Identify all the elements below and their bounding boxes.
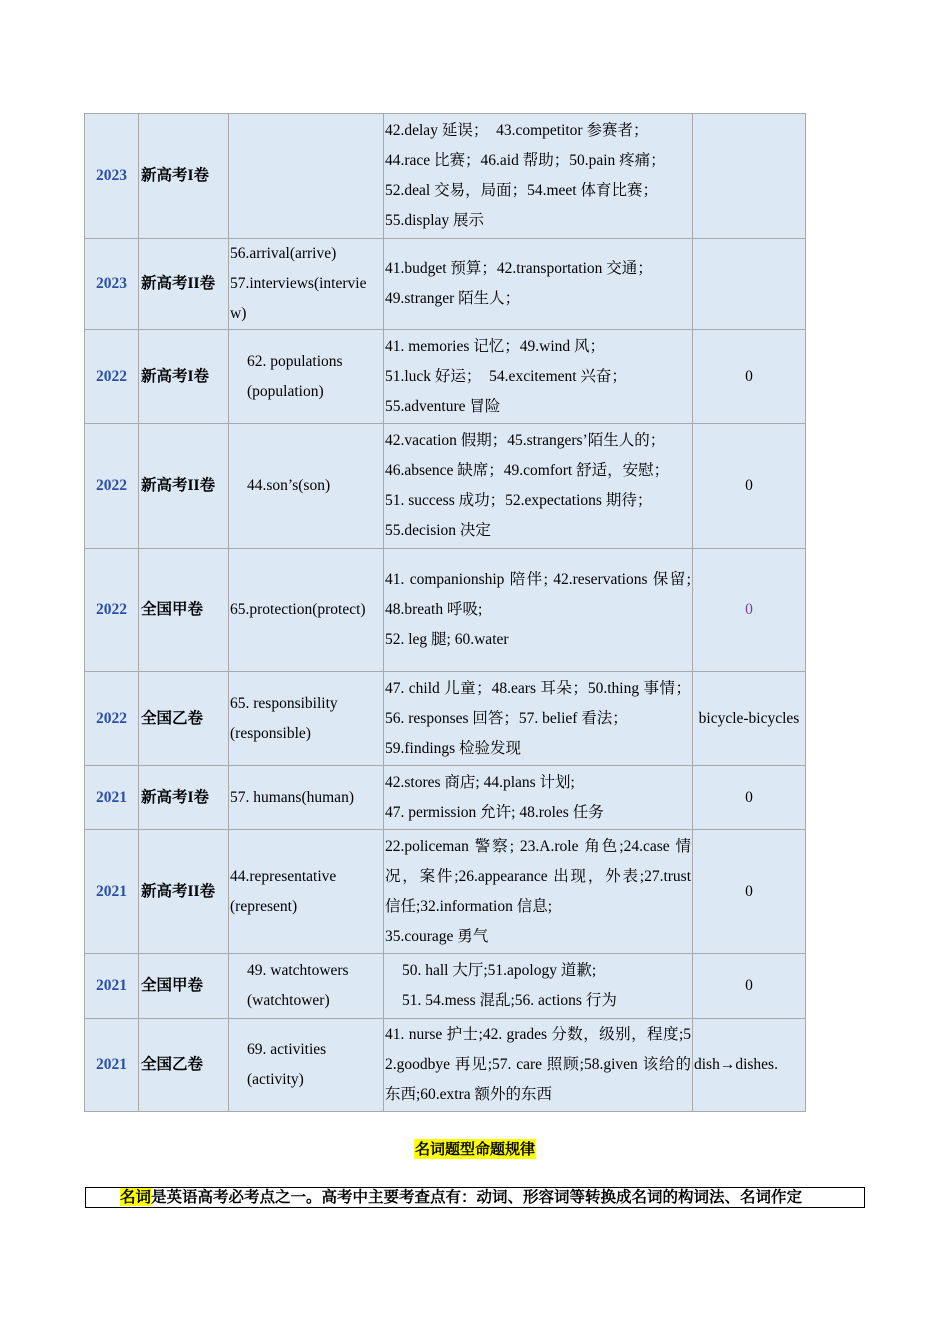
answer-line: 56.arrival(arrive) <box>230 245 337 262</box>
year-cell: 2022 <box>85 424 139 549</box>
vocab-cell <box>384 672 693 766</box>
answer-cell <box>229 1019 384 1112</box>
vocab-line: 41. memories 记忆；49.wind 风； <box>385 337 605 355</box>
table-row <box>85 549 806 672</box>
vocab-line: 49.stranger 陌生人； <box>385 290 521 307</box>
other-cell: 0 <box>693 954 806 1019</box>
table-row <box>85 830 806 954</box>
vocab-line: 51.luck 好运； 54.excitement 兴奋； <box>385 367 627 385</box>
vocab-line: 42.delay 延误； 43.competitor 参赛者； <box>385 122 649 139</box>
answer-line: 62. populations <box>247 352 343 370</box>
table-row <box>85 424 806 549</box>
section-title: 名词题型命题规律 <box>414 1140 535 1158</box>
vocab-line: 22.policeman 警察; 23.A.role 角色;24.case 情况，案件;26.appearance 出现，外表;27.trust 信任;32.information 信息; <box>385 837 691 915</box>
year-cell: 2022 <box>85 330 139 424</box>
answer-cell <box>229 424 384 549</box>
other-cell <box>693 239 806 330</box>
vocab-cell <box>384 766 693 830</box>
exam-noun-table <box>84 113 806 1112</box>
vocab-line: 46.absence 缺席；49.comfort 舒适，安慰； <box>385 462 670 479</box>
exam-cell: 全国甲卷 <box>139 954 229 1019</box>
exam-cell: 新高考I卷 <box>139 330 229 424</box>
answer-line: (population) <box>247 382 324 400</box>
table-row <box>85 239 806 330</box>
other-cell: 0 <box>693 549 806 672</box>
exam-cell: 全国甲卷 <box>139 549 229 672</box>
answer-line: 57. humans(human) <box>230 788 354 806</box>
table-row <box>85 954 806 1019</box>
year-cell: 2023 <box>85 239 139 330</box>
vocab-line: 59.findings 检验发现 <box>385 739 522 757</box>
year-cell: 2021 <box>85 830 139 954</box>
intro-paragraph <box>85 1187 865 1208</box>
answer-line: 57.interviews(interview) <box>230 275 367 322</box>
vocab-cell <box>384 830 693 954</box>
answer-line: 69. activities <box>247 1041 327 1058</box>
year-cell: 2023 <box>85 114 139 239</box>
answer-line: 65.protection(protect) <box>230 601 366 618</box>
answer-cell <box>229 672 384 766</box>
vocab-line: 47. child 儿童；48.ears 耳朵；50.thing 事情；56. responses 回答；57. belief 看法； <box>385 679 691 727</box>
table-row <box>85 672 806 766</box>
vocab-line: 42.stores 商店; 44.plans 计划; <box>385 773 575 791</box>
answer-line: 49. watchtowers <box>247 962 349 979</box>
answer-line: (watchtower) <box>247 992 330 1009</box>
answer-cell <box>229 239 384 330</box>
answer-line: (represent) <box>230 897 298 915</box>
vocab-line: 44.race 比赛；46.aid 帮助；50.pain 疼痛； <box>385 152 666 169</box>
exam-cell: 全国乙卷 <box>139 1019 229 1112</box>
vocab-line: 47. permission 允许; 48.roles 任务 <box>385 803 604 821</box>
year-cell: 2022 <box>85 672 139 766</box>
vocab-line: 51. success 成功；52.expectations 期待； <box>385 492 653 509</box>
other-cell: 0 <box>693 830 806 954</box>
other-cell: bicycle-bicycles <box>693 672 806 766</box>
vocab-line: 55.decision 决定 <box>385 522 491 539</box>
vocab-line: 42.vacation 假期；45.strangers’陌生人的； <box>385 432 666 449</box>
vocab-line: 41. companionship 陪伴; 42.reservations 保留; 48.breath 呼吸; <box>385 571 691 618</box>
answer-cell <box>229 766 384 830</box>
exam-cell: 新高考I卷 <box>139 766 229 830</box>
vocab-cell <box>384 549 693 672</box>
answer-cell <box>229 549 384 672</box>
vocab-line: 51. 54.mess 混乱;56. actions 行为 <box>402 992 617 1009</box>
vocab-line: 41. nurse 护士;42. grades 分数，级别，程度;52.goodbye 再见;57. care 照顾;58.given 该给的东西;60.extra 额外的东西 <box>385 1026 691 1103</box>
vocab-cell <box>384 424 693 549</box>
answer-cell <box>229 330 384 424</box>
year-cell: 2021 <box>85 766 139 830</box>
vocab-line: 52. leg 腿; 60.water <box>385 631 509 648</box>
vocab-line: 35.courage 勇气 <box>385 927 489 945</box>
vocab-cell <box>384 239 693 330</box>
intro-text: 是英语高考必考点之一。高考中主要考查点有：动词、形容词等转换成名词的构词法、名词作定 <box>151 1188 803 1206</box>
other-cell <box>693 114 806 239</box>
year-cell: 2021 <box>85 1019 139 1112</box>
vocab-line: 55.adventure 冒险 <box>385 397 501 415</box>
answer-line: 44.representative <box>230 867 337 885</box>
answer-cell <box>229 954 384 1019</box>
table-row <box>85 766 806 830</box>
answer-line: (responsible) <box>230 724 311 742</box>
exam-cell: 全国乙卷 <box>139 672 229 766</box>
answer-cell <box>229 830 384 954</box>
exam-cell: 新高考II卷 <box>139 424 229 549</box>
year-cell: 2021 <box>85 954 139 1019</box>
table-row <box>85 1019 806 1112</box>
vocab-cell <box>384 330 693 424</box>
exam-cell: 新高考II卷 <box>139 239 229 330</box>
answer-cell <box>229 114 384 239</box>
table-row <box>85 114 806 239</box>
table-row <box>85 330 806 424</box>
vocab-line: 41.budget 预算；42.transportation 交通； <box>385 260 653 277</box>
vocab-cell <box>384 114 693 239</box>
vocab-line: 50. hall 大厅;51.apology 道歉; <box>402 962 597 979</box>
answer-line: 44.son’s(son) <box>247 477 331 494</box>
other-cell: 0 <box>693 330 806 424</box>
other-cell: dish→dishes. <box>693 1019 806 1112</box>
other-cell: 0 <box>693 766 806 830</box>
exam-cell: 新高考II卷 <box>139 830 229 954</box>
vocab-line: 52.deal 交易，局面；54.meet 体育比赛； <box>385 182 658 199</box>
answer-line: (activity) <box>247 1071 304 1088</box>
highlighted-term: 名词 <box>120 1188 152 1206</box>
answer-line: 65. responsibility <box>230 694 338 712</box>
vocab-cell <box>384 1019 693 1112</box>
exam-cell: 新高考I卷 <box>139 114 229 239</box>
vocab-cell <box>384 954 693 1019</box>
year-cell: 2022 <box>85 549 139 672</box>
other-cell: 0 <box>693 424 806 549</box>
vocab-line: 55.display 展示 <box>385 212 485 229</box>
